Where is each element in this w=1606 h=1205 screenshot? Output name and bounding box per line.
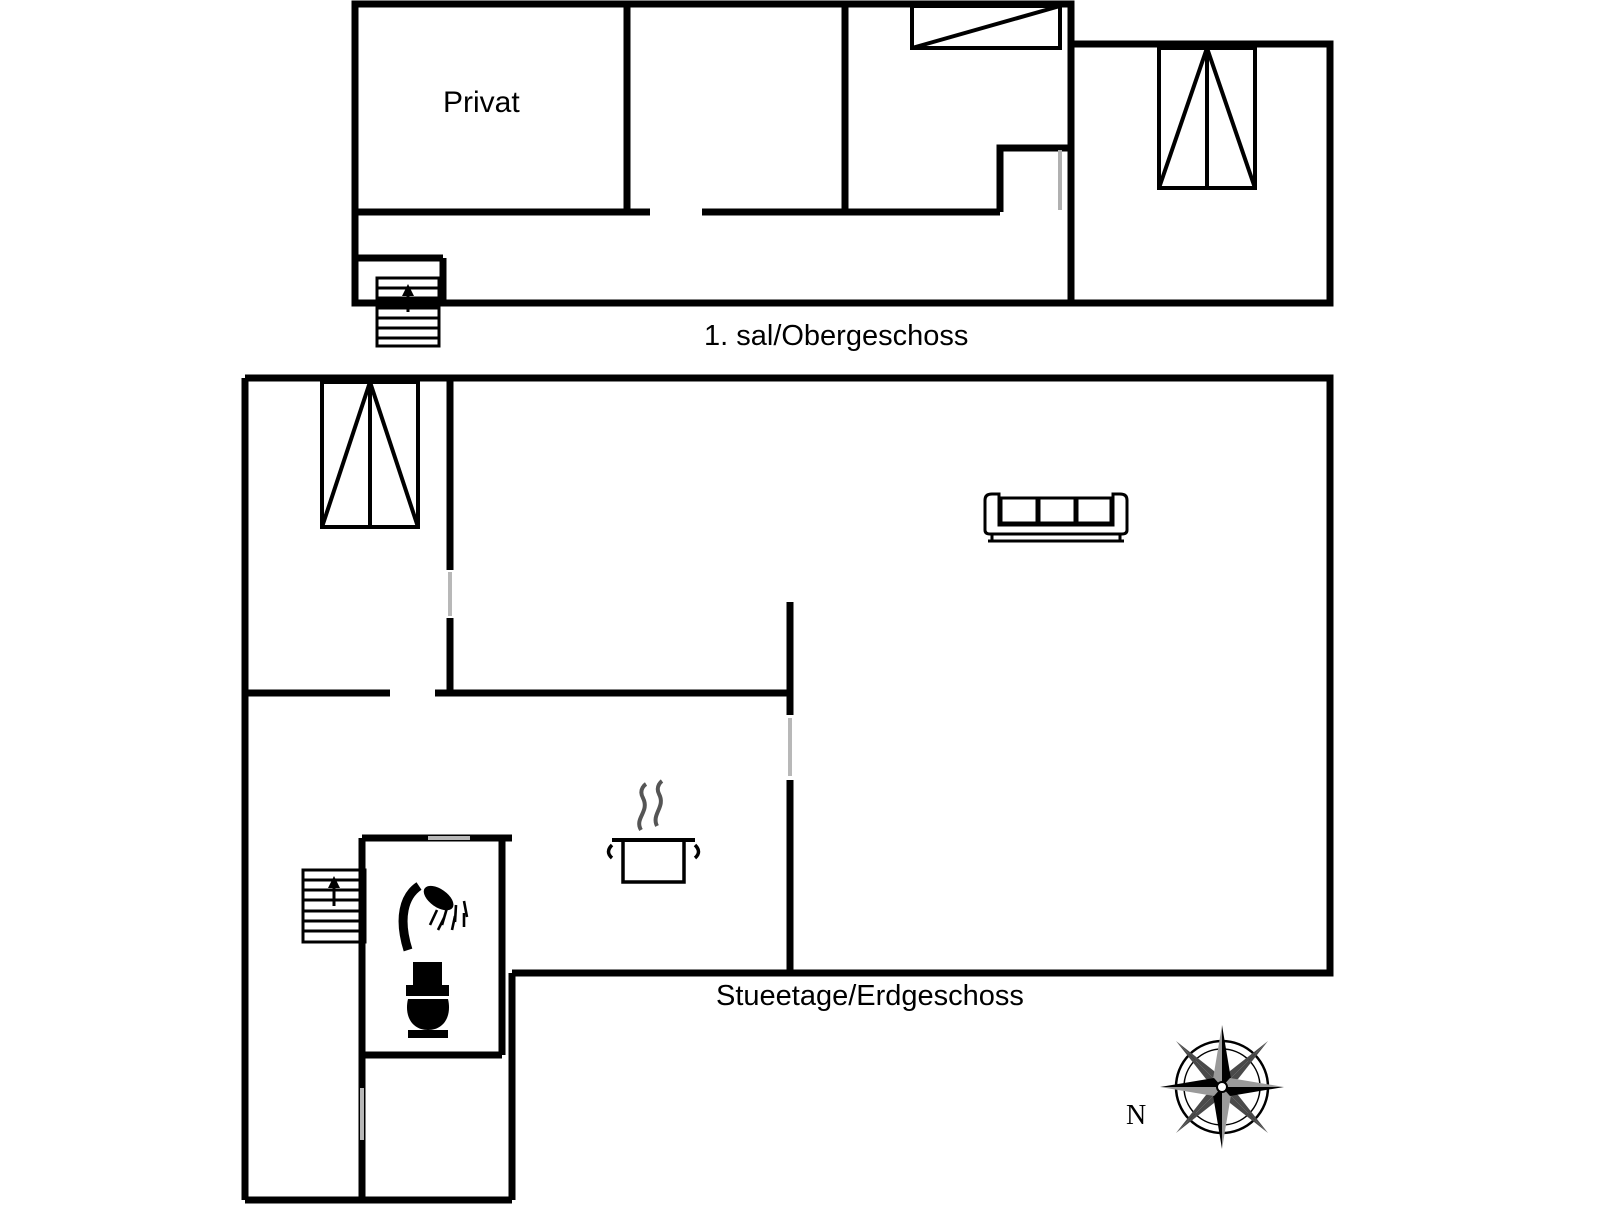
compass-rose-icon: [1160, 1025, 1284, 1149]
upper-stairs-diagonal: [912, 6, 1060, 48]
upper-stairs-symbol: [912, 6, 1060, 48]
window-ground-pane-left: [322, 382, 370, 527]
pot-handle-left: [609, 845, 613, 858]
sofa-cushion-2: [1039, 498, 1075, 523]
toilet-base: [408, 1030, 448, 1038]
cooking-pot-icon: [609, 781, 699, 882]
shower-pipe: [403, 886, 419, 950]
floor-label-ground: Stueetage/Erdgeschoss: [716, 980, 1024, 1012]
room-label-private: Privat: [443, 86, 520, 119]
window-upper-pane-right: [1207, 48, 1255, 188]
toilet-cistern: [406, 962, 449, 996]
toilet-bowl: [407, 999, 449, 1030]
sofa-icon: [985, 494, 1127, 541]
compass-center: [1217, 1082, 1227, 1092]
floor-label-upper: 1. sal/Obergeschoss: [704, 320, 969, 352]
sofa-cushion-3: [1077, 498, 1111, 523]
pot-body: [623, 840, 684, 882]
pot-steam-1: [639, 784, 646, 830]
shower-head: [420, 881, 458, 915]
toilet-icon: [406, 962, 449, 1038]
pot-handle-right: [695, 845, 699, 858]
sofa-frame: [985, 494, 1127, 534]
window-ground: [322, 382, 418, 527]
compass-north-label: N: [1126, 1100, 1147, 1131]
window-upper-pane-left: [1159, 48, 1207, 188]
shower-icon: [403, 881, 467, 950]
window-ground-pane-right: [370, 382, 418, 527]
window-upper: [1159, 48, 1255, 188]
sofa-cushion-1: [1001, 498, 1037, 523]
upper-outer-wall-right: [1071, 44, 1330, 303]
stairs-icon-upper: [377, 278, 439, 346]
pot-steam-2: [656, 781, 662, 826]
stairs-icon-ground: [303, 870, 365, 942]
